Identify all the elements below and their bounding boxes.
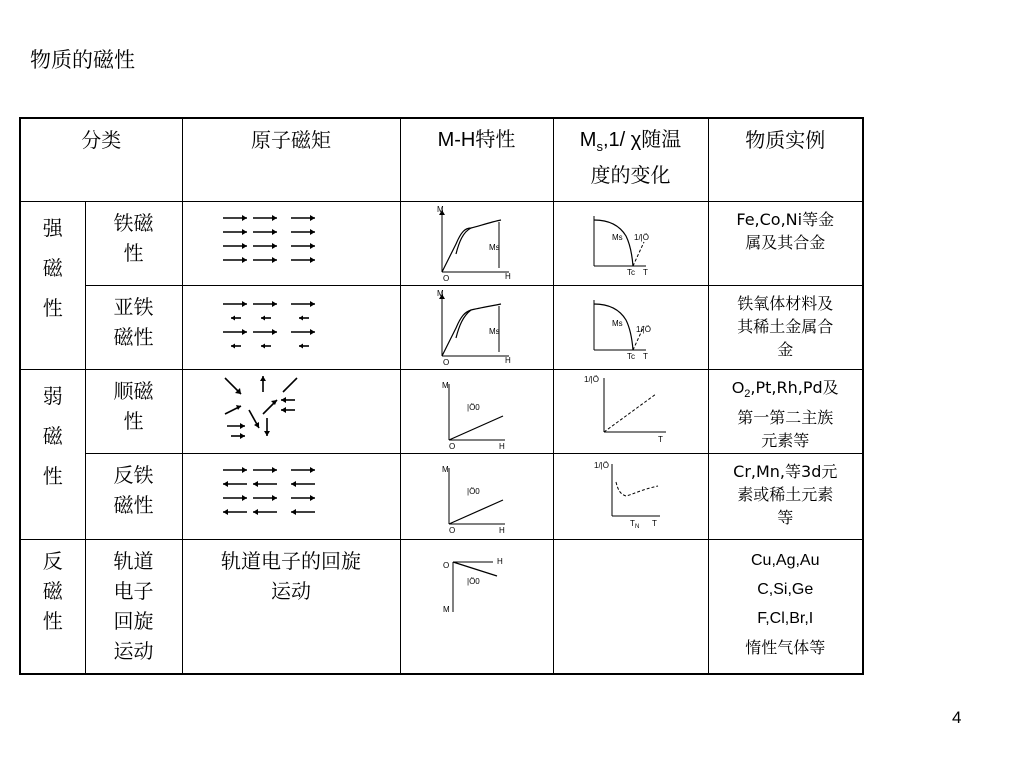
svg-text:H: H [496, 557, 503, 566]
svg-text:Tc: Tc [627, 268, 635, 277]
group-dia: 反 磁 性 [20, 540, 85, 674]
svg-text:1/|Ö: 1/|Ö [634, 233, 649, 242]
mh-ferro [400, 202, 553, 286]
moment-diagram-para [183, 370, 401, 450]
mh-curve-antiferro [401, 454, 554, 534]
row-ferromagnetic [20, 202, 863, 286]
type-ferri: 亚铁 磁性 [85, 286, 182, 370]
moment-diagram-ferro [183, 202, 401, 282]
svg-text:O: O [442, 358, 449, 366]
header-category: 分类 [20, 118, 182, 202]
row-paramagnetic [20, 370, 863, 454]
svg-text:T: T [658, 435, 663, 444]
temp-para [553, 370, 708, 454]
temp-curve-antiferro [554, 454, 707, 534]
examples-ferri: 铁氧体材料及 其稀土金属合 金 [708, 286, 863, 370]
page-number: 4 [952, 708, 962, 727]
group-strong: 强 磁 性 [20, 202, 85, 370]
type-antiferro: 反铁 磁性 [85, 454, 182, 540]
type-dia: 轨道 电子 回旋 运动 [85, 540, 182, 674]
moment-ferro [182, 202, 400, 286]
svg-text:1/|Ö: 1/|Ö [594, 461, 609, 470]
svg-text:1/|Ö: 1/|Ö [584, 375, 599, 384]
temp-curve-para [554, 370, 707, 450]
header-mh: M-H特性 [400, 118, 553, 202]
moment-ferri [182, 286, 400, 370]
row-antiferromagnetic [20, 454, 863, 540]
type-para: 顺磁 性 [85, 370, 182, 454]
examples-ferro: Fe,Co,Ni等金 属及其合金 [708, 202, 863, 286]
mh-ferri [400, 286, 553, 370]
magnetism-table [19, 117, 864, 675]
temp-ferri [553, 286, 708, 370]
temp-antiferro [553, 454, 708, 540]
svg-text:N: N [635, 524, 640, 530]
svg-text:Ms: Ms [612, 233, 623, 242]
svg-text:Tc: Tc [627, 352, 635, 361]
svg-text:M: M [436, 289, 444, 298]
mh-curve-ferri [401, 286, 554, 366]
svg-text:M: M [436, 205, 444, 214]
slide-title: 物质的磁性 [30, 48, 135, 72]
svg-text:H: H [504, 272, 511, 281]
svg-text:M: M [441, 381, 449, 390]
type-ferro: 铁磁 性 [85, 202, 182, 286]
moment-para [182, 370, 400, 454]
examples-para: $O_2,Pt,Rh,Pd$及 第一第二主族 元素等 [708, 370, 863, 454]
svg-text:T: T [630, 519, 635, 528]
svg-text:H: H [498, 442, 505, 450]
group-weak: 弱 磁 性 [20, 370, 85, 540]
mh-curve-ferro [401, 202, 554, 282]
examples-dia: Cu,Ag,Au C,Si,Ge F,Cl,Br,I 惰性气体等 [708, 540, 863, 674]
svg-text:|Ö0: |Ö0 [466, 487, 480, 496]
svg-text:Ms: Ms [488, 243, 500, 252]
moment-dia: 轨道电子的回旋 运动 [182, 540, 400, 674]
header-temperature: $M_s,1/$ χ随温 度的变化 [553, 118, 708, 202]
row-ferrimagnetic [20, 286, 863, 370]
svg-text:M: M [441, 465, 449, 474]
mh-dia [400, 540, 553, 674]
mh-curve-para [401, 370, 554, 450]
svg-text:Ms: Ms [488, 327, 500, 336]
svg-text:O: O [448, 442, 455, 450]
header-examples: 物质实例 [708, 118, 863, 202]
svg-text:|Ö0: |Ö0 [466, 577, 480, 586]
examples-antiferro: Cr,Mn,等3d元 素或稀土元素 等 [708, 454, 863, 540]
svg-text:O: O [442, 561, 449, 570]
svg-text:M: M [442, 605, 450, 614]
row-diamagnetic [20, 540, 863, 674]
svg-text:|Ö0: |Ö0 [466, 403, 480, 412]
temp-ferro [553, 202, 708, 286]
svg-text:O: O [442, 274, 449, 282]
header-row [20, 118, 863, 202]
header-atomic-moment: 原子磁矩 [182, 118, 400, 202]
arrows-parallel [223, 215, 315, 263]
svg-text:H: H [498, 526, 505, 534]
moment-diagram-antiferro [183, 454, 401, 534]
svg-text:O: O [448, 526, 455, 534]
temp-curve-ferri [554, 286, 707, 366]
svg-text:1/|Ö: 1/|Ö [636, 325, 651, 334]
temp-curve-ferro [554, 202, 707, 282]
mh-antiferro [400, 454, 553, 540]
svg-text:T: T [652, 519, 657, 528]
svg-text:Ms: Ms [612, 319, 623, 328]
moment-diagram-ferri [183, 286, 401, 366]
moment-antiferro [182, 454, 400, 540]
svg-text:T: T [643, 352, 648, 361]
temp-dia [553, 540, 708, 674]
mh-para [400, 370, 553, 454]
svg-text:T: T [643, 268, 648, 277]
mh-curve-dia [401, 540, 554, 640]
svg-text:H: H [504, 356, 511, 365]
